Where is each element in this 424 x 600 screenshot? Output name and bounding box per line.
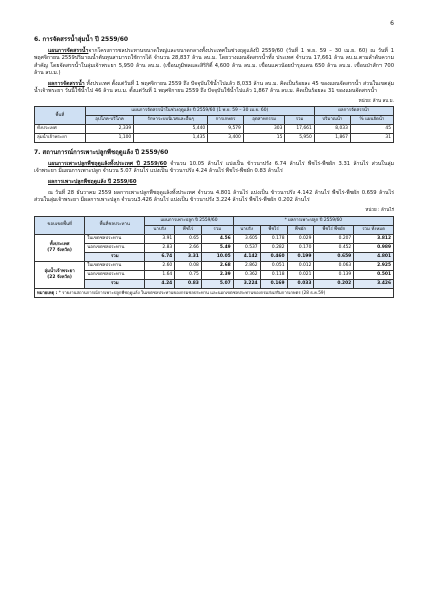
- table-note-row: [35, 288, 394, 297]
- t2-cell: 6.74: [145, 253, 175, 262]
- t2-area-cell: นอกเขตชลประทาน: [85, 244, 145, 253]
- t2-cell: 0.460: [260, 253, 287, 262]
- t2-cell: 2.925: [354, 261, 394, 270]
- section-7-paragraph-plan: [34, 161, 394, 176]
- t1-sub-header: อุตสาหกรรม: [243, 116, 285, 125]
- result-text: ทั้งประเทศ ตั้งแต่วันที่ 1 พฤศจิกายน 2559 ถึง ปัจจุบันใช้น้ำไปแล้ว 8,033 ล้าน ลบ.ม. คิดเป็นร้อยละ 45 ของแผนจัดสรรน้ำ ส่วนในเขตลุ่มน้ำเจ้าพระยา วันนี้ใช้น้ำไป 46 ล้าน ลบ.ม. ตั้งแต่วันที่ 1 พฤศจิกายน 2559 ถึง ปัจจุบันใช้น้ำไปแล้ว 1,867 ล้าน ลบ.ม. คิดเป็นร้อยละ 31 ของแผนจัดสรรน้ำ: [34, 80, 394, 95]
- t2-cell: 0.989: [354, 244, 394, 253]
- t2-sub-header: พืชไร่: [260, 226, 287, 235]
- t1-sub-header: ปริมาณน้ำ: [314, 116, 350, 125]
- t2-cell: 2.66: [175, 244, 202, 253]
- t2-cell: 0.65: [175, 235, 202, 244]
- t2-sub-header: รวม ทั้งหมด: [354, 226, 394, 235]
- t2-cell: 0.362: [233, 270, 260, 279]
- t2-cell: 5.07: [201, 279, 233, 288]
- note-text: * รายงานสถานการณ์การเพาะปลูกพืชฤดูแล้ง ในเขตชลประทานของกรมชลประทาน และนอกเขตชลประทานของกรมส่งเสริมการเกษตร (28 ธ.ค.59): [57, 289, 326, 295]
- section-7-paragraph-result: ณ วันที่ 28 ธันวาคม 2559 ผลการเพาะปลูกพืชฤดูแล้งทั้งประเทศ จำนวน 4.801 ล้านไร่ แบ่งเป็น ข้าวนาปรัง 4.142 ล้านไร่ พืชไร่-พืชผัก 0.659 ล้านไร่ ส่วนในลุ่มเจ้าพระยา มีผลการเพาะปลูก จำนวน3.426 ล้านไร่ แบ่งเป็น ข้าวนาปรัง 3.224 ล้านไร่ พืชไร่-พืชผัก 0.202 ล้านไร่: [34, 189, 394, 204]
- t2-cell: 3.91: [145, 235, 175, 244]
- crop-plan-label: แผนการเพาะปลูกพืชฤดูแล้งทั้งประเทศ ปี 2559/60: [48, 160, 167, 167]
- t1-cell: 3,400: [208, 134, 244, 143]
- t1-cell: 1,867: [314, 134, 350, 143]
- region-name: ทั้งประเทศ: [49, 241, 70, 247]
- t2-cell: 3.31: [175, 253, 202, 262]
- t2-cell: 3.426: [354, 279, 394, 288]
- result-label: ผลการจัดสรรน้ำ: [48, 80, 85, 87]
- table-row: [35, 270, 394, 279]
- t1-cell: 45: [350, 125, 393, 134]
- section-6-paragraph-plan: [34, 48, 394, 78]
- t2-cell: 2.862: [233, 261, 260, 270]
- table-row-total: [35, 279, 394, 288]
- t2-cell: 0.029: [287, 235, 314, 244]
- table-row: [35, 235, 394, 244]
- t2-cell: 2.68: [201, 261, 233, 270]
- t1-header-result: ผลการจัดสรรน้ำ: [314, 107, 393, 116]
- t2-cell: 3.224: [233, 279, 260, 288]
- t2-cell: 3.605: [233, 235, 260, 244]
- t2-cell: 4.24: [145, 279, 175, 288]
- t2-cell: 0.659: [314, 253, 354, 262]
- t2-cell: 2.60: [145, 261, 175, 270]
- page-number: 6: [390, 20, 394, 27]
- t2-cell: 4.56: [201, 235, 233, 244]
- t2-cell: 0.207: [314, 235, 354, 244]
- t1-sub-header: รวม: [285, 116, 314, 125]
- t1-cell: 15: [243, 134, 285, 143]
- t1-sub-header: อุปโภค-บริโภค: [85, 116, 133, 125]
- t1-area-cell: ทั้งประเทศ: [35, 125, 86, 134]
- note-label: หมายเหตุ :: [37, 289, 58, 295]
- t2-header-area: พื้นที่ชลประทาน: [85, 217, 145, 235]
- t2-header-region: ขอบเขตพื้นที่: [35, 217, 85, 235]
- section-7-result-heading: [34, 179, 394, 187]
- t1-header-area: พื้นที่: [35, 107, 86, 125]
- table-row-total: [35, 253, 394, 262]
- t2-sub-header: พืชไร่ พืชผัก: [314, 226, 354, 235]
- t2-cell: 0.178: [260, 235, 287, 244]
- t2-cell: 0.537: [233, 244, 260, 253]
- t2-cell: 4.801: [354, 253, 394, 262]
- t1-cell: 303: [243, 125, 285, 134]
- t2-sub-header: นาปรัง: [145, 226, 175, 235]
- table-note: [35, 288, 394, 297]
- t1-cell: 9,579: [208, 125, 244, 134]
- t2-cell: 0.033: [287, 279, 314, 288]
- t2-region-cell: [35, 261, 85, 288]
- t2-cell: 0.063: [314, 261, 354, 270]
- region-name: ลุ่มน้ำเจ้าพระยา: [44, 268, 75, 274]
- t1-cell: 8,033: [314, 125, 350, 134]
- t2-cell: 0.282: [260, 244, 287, 253]
- t2-cell: 4.142: [233, 253, 260, 262]
- t2-sub-header: รวม: [201, 226, 233, 235]
- t2-cell: 0.169: [260, 279, 287, 288]
- t2-header-result: * ผลการเพาะปลูก ปี 2559/60: [233, 217, 393, 226]
- t1-sub-header: รักษาระบบนิเวศและอื่นๆ: [134, 116, 208, 125]
- t2-cell: 0.452: [314, 244, 354, 253]
- t2-sub-header: นาปรัง: [233, 226, 260, 235]
- t2-sub-header: พืชผัก: [287, 226, 314, 235]
- t2-cell: 0.139: [314, 270, 354, 279]
- t2-area-cell: ในเขตชลประทาน: [85, 235, 145, 244]
- plan-label: แผนการจัดสรรน้ำ: [48, 47, 89, 54]
- t2-cell: 5.49: [201, 244, 233, 253]
- crop-planting-table: [34, 216, 394, 297]
- t2-cell: 0.199: [287, 253, 314, 262]
- t2-cell: 0.202: [314, 279, 354, 288]
- crop-plan-text: จำนวน 10.05 ล้านไร่ แบ่งเป็น ข้าวนาปรัง 6.74 ล้านไร่ พืชไร่-พืชผัก 3.31 ล้านไร่ ส่วนในลุ่มเจ้าพระยา มีแผนการเพาะปลูก จำนวน 5.07 ล้านไร่ แบ่งเป็น ข้าวนาปรัง 4.24 ล้านไร่ พืชไร่-พืชผัก 0.83 ล้านไร่: [34, 160, 394, 175]
- table-row: [35, 125, 394, 134]
- section-7-title: 7. สถานการณ์การเพาะปลูกพืชฤดูแล้ง ปี 2559/60: [34, 149, 169, 157]
- t2-cell: 0.118: [260, 270, 287, 279]
- t2-header-plan: แผนการเพาะปลูก ปี 2559/60: [145, 217, 233, 226]
- table1-unit: หน่วย: ล้าน ลบ.ม.: [358, 98, 394, 104]
- t2-area-cell: ในเขตชลประทาน: [85, 261, 145, 270]
- crop-result-label: ผลการเพาะปลูกพืชฤดูแล้ง ปี 2559/60: [48, 179, 137, 186]
- table-row: [35, 261, 394, 270]
- t2-cell: 2.39: [201, 270, 233, 279]
- t1-cell: 31: [350, 134, 393, 143]
- t2-cell: 0.012: [287, 261, 314, 270]
- t1-cell: 2,339: [85, 125, 133, 134]
- t1-cell: 1,100: [85, 134, 133, 143]
- t2-cell: 0.170: [287, 244, 314, 253]
- t1-cell: 1,435: [134, 134, 208, 143]
- t1-cell: 5,440: [134, 125, 208, 134]
- document-body: [34, 36, 394, 298]
- t2-region-cell: [35, 235, 85, 262]
- t2-sub-header: พืชไร่: [175, 226, 202, 235]
- table-row: [35, 134, 394, 143]
- t2-cell: 0.75: [175, 270, 202, 279]
- table2-unit: หน่วย : ล้านไร่: [365, 207, 394, 213]
- water-allocation-table: [34, 106, 394, 143]
- section-6-paragraph-result: [34, 81, 394, 96]
- t2-area-cell: รวม: [85, 279, 145, 288]
- t2-cell: 3.812: [354, 235, 394, 244]
- t2-cell: 10.05: [201, 253, 233, 262]
- t2-area-cell: นอกเขตชลประทาน: [85, 270, 145, 279]
- region-sub: (77 จังหวัด): [47, 248, 72, 254]
- t2-cell: 0.501: [354, 270, 394, 279]
- table-row: [35, 244, 394, 253]
- t1-header-plan: แผนการจัดสรรน้ำในช่วงฤดูแล้ง ปี 2559/60 (1 พ.ย. 59 – 30 เม.ย. 60): [85, 107, 314, 116]
- t2-cell: 2.83: [145, 244, 175, 253]
- t1-cell: 17,661: [285, 125, 314, 134]
- t1-area-cell: ลุ่มน้ำเจ้าพระยา: [35, 134, 86, 143]
- t2-cell: 0.08: [175, 261, 202, 270]
- t1-cell: 5,950: [285, 134, 314, 143]
- plan-text: จากโครงการชลประทานขนาดใหญ่และขนาดกลางทั้งประเทศในช่วงฤดูแล้งปี 2559/60 (วันที่ 1 พ.ย. 59 – 30 เม.ย. 60) ณ วันที่ 1 พฤศจิกายน 2559ปริมาณน้ำต้นทุนสามารถใช้การได้ จำนวน 28,837 ล้าน ลบ.ม. โดยวางแผนจัดสรรน้ำทั้ง ประเทศ จำนวน 17,661 ล้าน ลบ.ม.ตามลำดับความสำคัญ โดยจัดสรรน้ำในลุ่มเจ้าพระยา 5,950 ล้าน ลบ.ม. (เขื่อนภูมิพลและสิริกิติ์ 4,600 ล้าน ลบ.ม. เขื่อนแควน้อยบำรุงแดน 650 ล้าน ลบ.ม. เขื่อนป่าสักฯ 700 ล้าน ลบ.ม.): [34, 47, 394, 77]
- t2-cell: 0.83: [175, 279, 202, 288]
- region-sub: (22 จังหวัด): [47, 274, 72, 280]
- section-6-title: 6. การจัดสรรน้ำลุ่มน้ำ ปี 2559/60: [34, 36, 129, 43]
- t2-area-cell: รวม: [85, 253, 145, 262]
- t1-sub-header: การเกษตร: [208, 116, 244, 125]
- t2-cell: 1.64: [145, 270, 175, 279]
- t2-cell: 0.021: [287, 270, 314, 279]
- t2-cell: 0.051: [260, 261, 287, 270]
- t1-sub-header: % แผนจัดน้ำ: [350, 116, 393, 125]
